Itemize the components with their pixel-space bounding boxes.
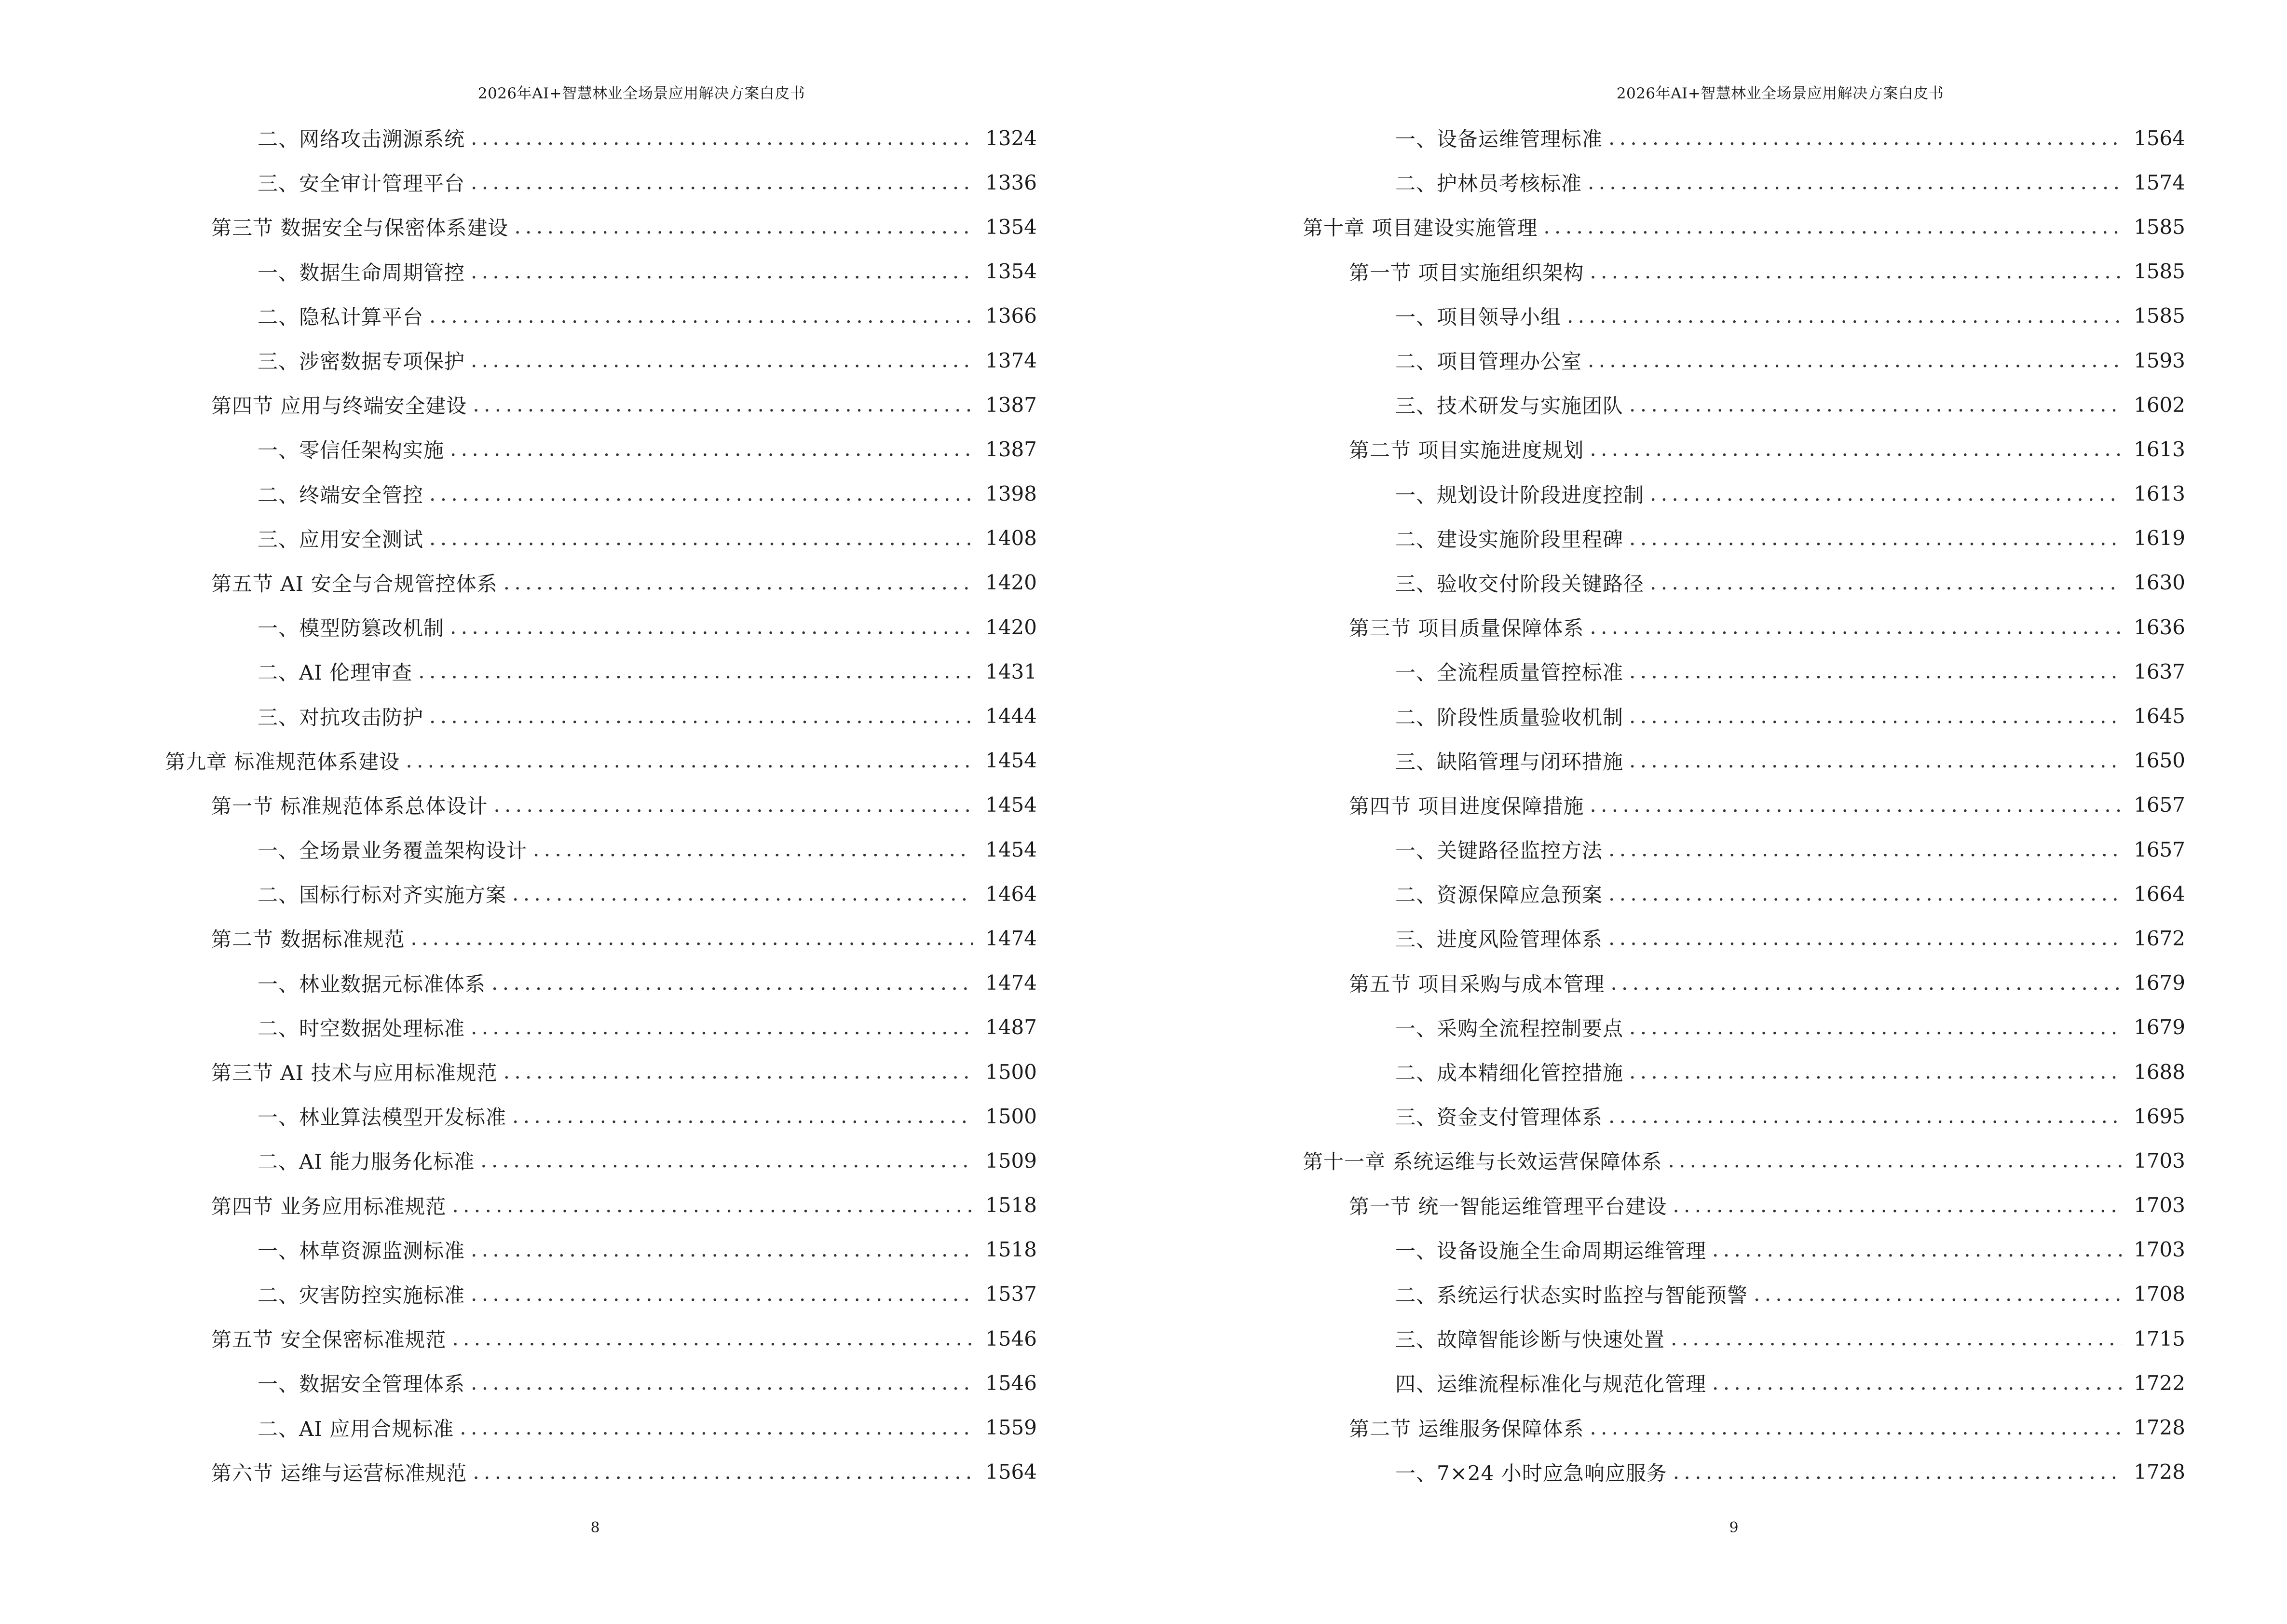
toc-entry-item[interactable] bbox=[0, 961, 1042, 1005]
toc-entry-item[interactable] bbox=[1144, 560, 2185, 605]
toc-entry-title: 二、护林员考核标准 bbox=[1395, 172, 1582, 196]
dot-leader bbox=[514, 217, 973, 237]
toc-entry-title: 第三节 AI 技术与应用标准规范 bbox=[211, 1061, 498, 1085]
toc-entry-page-number: 1336 bbox=[985, 170, 1037, 194]
toc-entry-title: 第三节 数据安全与保密体系建设 bbox=[211, 216, 509, 240]
dot-leader bbox=[1610, 973, 2122, 993]
toc-entry-page-number: 1619 bbox=[2134, 526, 2185, 550]
toc-entry-section[interactable] bbox=[0, 382, 1042, 427]
dot-leader bbox=[1590, 795, 2122, 815]
toc-entry-item[interactable] bbox=[1144, 1228, 2185, 1272]
dot-leader bbox=[512, 884, 973, 904]
toc-entry-page-number: 1398 bbox=[985, 482, 1037, 506]
dot-leader bbox=[1712, 1373, 2122, 1393]
dot-leader bbox=[452, 1328, 973, 1349]
dot-leader bbox=[473, 395, 973, 415]
toc-entry-section[interactable] bbox=[0, 1183, 1042, 1228]
toc-entry-page-number: 1420 bbox=[985, 615, 1037, 639]
toc-entry-section[interactable] bbox=[0, 1316, 1042, 1361]
toc-entry-title: 一、林草资源监测标准 bbox=[258, 1239, 465, 1263]
toc-entry-section[interactable] bbox=[1144, 427, 2185, 471]
toc-entry-page-number: 1444 bbox=[985, 704, 1037, 728]
toc-entry-page-number: 1637 bbox=[2134, 659, 2185, 683]
toc-entry-item[interactable] bbox=[1144, 1050, 2185, 1094]
toc-entry-section[interactable] bbox=[1144, 1183, 2185, 1228]
toc-entry-page-number: 1703 bbox=[2134, 1148, 2185, 1173]
toc-entry-item[interactable] bbox=[0, 516, 1042, 560]
dot-leader bbox=[1590, 439, 2122, 459]
toc-entry-item[interactable] bbox=[1144, 160, 2185, 205]
toc-entry-item[interactable] bbox=[0, 427, 1042, 471]
toc-entry-page-number: 1564 bbox=[985, 1460, 1037, 1484]
toc-entry-title: 二、隐私计算平台 bbox=[258, 305, 424, 329]
toc-entry-item[interactable] bbox=[0, 472, 1042, 516]
dot-leader bbox=[1590, 617, 2122, 637]
page-number: 8 bbox=[590, 1519, 600, 1536]
table-of-contents bbox=[1144, 116, 2185, 1494]
toc-entry-title: 第四节 应用与终端安全建设 bbox=[211, 394, 467, 418]
dot-leader bbox=[1673, 1195, 2122, 1215]
toc-entry-page-number: 1679 bbox=[2134, 971, 2185, 995]
toc-entry-page-number: 1464 bbox=[985, 882, 1037, 906]
toc-entry-page-number: 1366 bbox=[985, 304, 1037, 328]
dot-leader bbox=[1608, 1106, 2122, 1126]
dot-leader bbox=[1590, 1418, 2122, 1438]
page-number: 9 bbox=[1729, 1519, 1739, 1536]
toc-entry-page-number: 1672 bbox=[2134, 926, 2185, 950]
toc-entry-item[interactable] bbox=[1144, 694, 2185, 738]
toc-entry-title: 第一节 项目实施组织架构 bbox=[1349, 260, 1584, 285]
toc-entry-page-number: 1715 bbox=[2134, 1326, 2185, 1351]
dot-leader bbox=[471, 261, 973, 282]
toc-entry-title: 第二节 数据标准规范 bbox=[211, 928, 405, 952]
toc-entry-item[interactable] bbox=[1144, 827, 2185, 872]
toc-entry-page-number: 1650 bbox=[2134, 749, 2185, 773]
dot-leader bbox=[1673, 1462, 2122, 1482]
toc-entry-title: 一、全场景业务覆盖架构设计 bbox=[258, 839, 528, 863]
toc-entry-page-number: 1454 bbox=[985, 837, 1037, 861]
dot-leader bbox=[1629, 661, 2122, 682]
toc-entry-page-number: 1518 bbox=[985, 1193, 1037, 1217]
toc-entry-item[interactable] bbox=[0, 605, 1042, 649]
toc-entry-page-number: 1500 bbox=[985, 1060, 1037, 1084]
toc-entry-page-number: 1688 bbox=[2134, 1060, 2185, 1084]
toc-entry-item[interactable] bbox=[1144, 1005, 2185, 1050]
toc-entry-page-number: 1387 bbox=[985, 393, 1037, 417]
toc-entry-title: 二、项目管理办公室 bbox=[1395, 350, 1582, 374]
toc-entry-title: 三、涉密数据专项保护 bbox=[258, 350, 465, 374]
toc-entry-item[interactable] bbox=[0, 160, 1042, 205]
toc-entry-title: 第十章 项目建设实施管理 bbox=[1303, 216, 1538, 240]
toc-entry-title: 第三节 项目质量保障体系 bbox=[1349, 616, 1584, 641]
toc-entry-page-number: 1593 bbox=[2134, 348, 2185, 372]
toc-entry-item[interactable] bbox=[0, 872, 1042, 916]
toc-entry-item[interactable] bbox=[1144, 649, 2185, 694]
toc-entry-item[interactable] bbox=[1144, 872, 2185, 916]
dot-leader bbox=[473, 1462, 973, 1482]
toc-entry-title: 一、数据安全管理体系 bbox=[258, 1372, 465, 1396]
dot-leader bbox=[450, 439, 973, 459]
dot-leader bbox=[471, 1373, 973, 1393]
toc-entry-page-number: 1657 bbox=[2134, 793, 2185, 817]
toc-entry-item[interactable] bbox=[0, 116, 1042, 160]
toc-entry-title: 第一节 标准规范体系总体设计 bbox=[211, 794, 488, 818]
toc-entry-title: 一、林业算法模型开发标准 bbox=[258, 1105, 507, 1130]
toc-entry-page-number: 1354 bbox=[985, 215, 1037, 239]
toc-entry-chapter[interactable] bbox=[0, 738, 1042, 783]
toc-entry-page-number: 1374 bbox=[985, 348, 1037, 372]
toc-entry-title: 二、网络攻击溯源系统 bbox=[258, 127, 465, 151]
toc-entry-item[interactable] bbox=[1144, 916, 2185, 960]
toc-entry-title: 第四节 项目进度保障措施 bbox=[1349, 794, 1584, 818]
dot-leader bbox=[1629, 706, 2122, 726]
toc-entry-page-number: 1703 bbox=[2134, 1193, 2185, 1217]
toc-entry-page-number: 1387 bbox=[985, 437, 1037, 461]
toc-entry-page-number: 1537 bbox=[985, 1282, 1037, 1306]
toc-entry-title: 二、AI 应用合规标准 bbox=[258, 1417, 454, 1441]
dot-leader bbox=[1712, 1240, 2122, 1260]
dot-leader bbox=[471, 1017, 973, 1037]
toc-entry-title: 第二节 项目实施进度规划 bbox=[1349, 438, 1584, 463]
right-page bbox=[1144, 0, 2287, 1624]
toc-entry-item[interactable] bbox=[1144, 1450, 2185, 1494]
toc-entry-title: 第九章 标准规范体系建设 bbox=[165, 750, 400, 774]
toc-entry-section[interactable] bbox=[1144, 605, 2185, 649]
toc-entry-title: 第五节 安全保密标准规范 bbox=[211, 1328, 447, 1352]
toc-entry-title: 第四节 业务应用标准规范 bbox=[211, 1194, 447, 1218]
toc-entry-title: 三、资金支付管理体系 bbox=[1395, 1105, 1603, 1130]
toc-entry-title: 二、系统运行状态实时监控与智能预警 bbox=[1395, 1283, 1748, 1307]
toc-entry-title: 二、资源保障应急预案 bbox=[1395, 883, 1603, 907]
toc-entry-item[interactable] bbox=[0, 1405, 1042, 1449]
toc-entry-title: 三、进度风险管理体系 bbox=[1395, 928, 1603, 952]
toc-entry-page-number: 1585 bbox=[2134, 259, 2185, 284]
toc-entry-section[interactable] bbox=[1144, 783, 2185, 827]
toc-entry-page-number: 1645 bbox=[2134, 704, 2185, 728]
dot-leader bbox=[1629, 528, 2122, 548]
toc-entry-title: 一、关键路径监控方法 bbox=[1395, 839, 1603, 863]
toc-entry-page-number: 1585 bbox=[2134, 304, 2185, 328]
toc-entry-item[interactable] bbox=[0, 338, 1042, 382]
toc-entry-item[interactable] bbox=[0, 294, 1042, 338]
dot-leader bbox=[1650, 484, 2122, 504]
toc-entry-title: 一、数据生命周期管控 bbox=[258, 260, 465, 285]
dot-leader bbox=[1629, 395, 2122, 415]
dot-leader bbox=[1608, 928, 2122, 948]
toc-entry-section[interactable] bbox=[1144, 961, 2185, 1005]
dot-leader bbox=[1754, 1284, 2122, 1304]
toc-entry-page-number: 1564 bbox=[2134, 126, 2185, 150]
dot-leader bbox=[1650, 573, 2122, 593]
toc-entry-title: 三、故障智能诊断与快速处置 bbox=[1395, 1328, 1665, 1352]
dot-leader bbox=[533, 839, 973, 860]
toc-entry-item[interactable] bbox=[1144, 116, 2185, 160]
toc-entry-item[interactable] bbox=[1144, 382, 2185, 427]
toc-entry-item[interactable] bbox=[1144, 294, 2185, 338]
toc-entry-title: 第五节 AI 安全与合规管控体系 bbox=[211, 572, 498, 596]
toc-entry-title: 一、设备设施全生命周期运维管理 bbox=[1395, 1239, 1707, 1263]
toc-entry-page-number: 1679 bbox=[2134, 1015, 2185, 1039]
toc-entry-page-number: 1408 bbox=[985, 526, 1037, 550]
dot-leader bbox=[1629, 751, 2122, 771]
dot-leader bbox=[1608, 839, 2122, 860]
dot-leader bbox=[410, 928, 973, 948]
toc-entry-item[interactable] bbox=[0, 1272, 1042, 1316]
toc-entry-section[interactable] bbox=[1144, 249, 2185, 294]
toc-entry-page-number: 1420 bbox=[985, 571, 1037, 595]
dot-leader bbox=[1588, 350, 2122, 370]
dot-leader bbox=[504, 573, 973, 593]
toc-entry-page-number: 1354 bbox=[985, 259, 1037, 284]
toc-entry-title: 二、建设实施阶段里程碑 bbox=[1395, 527, 1624, 551]
toc-entry-item[interactable] bbox=[0, 1138, 1042, 1183]
toc-entry-section[interactable] bbox=[1144, 1405, 2185, 1449]
dot-leader bbox=[480, 1150, 973, 1171]
toc-entry-page-number: 1703 bbox=[2134, 1238, 2185, 1262]
running-header: 2026年AI+智慧林业全场景应用解决方案白皮书 bbox=[1616, 85, 1944, 102]
toc-entry-item[interactable] bbox=[0, 1228, 1042, 1272]
toc-entry-title: 四、运维流程标准化与规范化管理 bbox=[1395, 1372, 1707, 1396]
toc-entry-item[interactable] bbox=[1144, 1094, 2185, 1138]
toc-entry-title: 三、验收交付阶段关键路径 bbox=[1395, 572, 1645, 596]
toc-entry-page-number: 1613 bbox=[2134, 437, 2185, 461]
toc-entry-title: 三、技术研发与实施团队 bbox=[1395, 394, 1624, 418]
toc-entry-chapter[interactable] bbox=[1144, 1138, 2185, 1183]
toc-entry-section[interactable] bbox=[0, 205, 1042, 249]
dot-leader bbox=[1590, 261, 2122, 282]
toc-entry-title: 第一节 统一智能运维管理平台建设 bbox=[1349, 1194, 1667, 1218]
toc-entry-title: 三、应用安全测试 bbox=[258, 527, 424, 551]
dot-leader bbox=[406, 751, 973, 771]
toc-entry-title: 一、项目领导小组 bbox=[1395, 305, 1562, 329]
toc-entry-page-number: 1546 bbox=[985, 1371, 1037, 1395]
dot-leader bbox=[512, 1106, 973, 1126]
toc-entry-page-number: 1728 bbox=[2134, 1416, 2185, 1440]
toc-entry-page-number: 1585 bbox=[2134, 215, 2185, 239]
dot-leader bbox=[1543, 217, 2122, 237]
toc-entry-page-number: 1636 bbox=[2134, 615, 2185, 639]
toc-entry-section[interactable] bbox=[0, 1450, 1042, 1494]
toc-entry-page-number: 1509 bbox=[985, 1148, 1037, 1173]
toc-entry-item[interactable] bbox=[1144, 1316, 2185, 1361]
dot-leader bbox=[471, 1240, 973, 1260]
toc-entry-page-number: 1474 bbox=[985, 926, 1037, 950]
toc-entry-page-number: 1487 bbox=[985, 1015, 1037, 1039]
dot-leader bbox=[471, 128, 973, 148]
toc-entry-title: 三、安全审计管理平台 bbox=[258, 172, 465, 196]
running-header: 2026年AI+智慧林业全场景应用解决方案白皮书 bbox=[477, 85, 805, 102]
table-of-contents bbox=[0, 116, 1042, 1494]
toc-entry-item[interactable] bbox=[1144, 1361, 2185, 1405]
toc-entry-title: 二、AI 伦理审查 bbox=[258, 661, 413, 685]
dot-leader bbox=[429, 306, 973, 326]
toc-entry-title: 一、零信任架构实施 bbox=[258, 438, 445, 463]
toc-entry-title: 二、灾害防控实施标准 bbox=[258, 1283, 465, 1307]
toc-entry-title: 一、林业数据元标准体系 bbox=[258, 972, 486, 996]
dot-leader bbox=[450, 617, 973, 637]
toc-entry-page-number: 1559 bbox=[985, 1416, 1037, 1440]
toc-entry-section[interactable] bbox=[0, 783, 1042, 827]
toc-entry-page-number: 1518 bbox=[985, 1238, 1037, 1262]
toc-entry-item[interactable] bbox=[0, 827, 1042, 872]
toc-entry-title: 一、规划设计阶段进度控制 bbox=[1395, 483, 1645, 507]
toc-entry-title: 第二节 运维服务保障体系 bbox=[1349, 1417, 1584, 1441]
dot-leader bbox=[471, 1284, 973, 1304]
toc-entry-title: 二、时空数据处理标准 bbox=[258, 1016, 465, 1040]
dot-leader bbox=[1567, 306, 2122, 326]
toc-entry-title: 三、缺陷管理与闭环措施 bbox=[1395, 750, 1624, 774]
toc-entry-section[interactable] bbox=[0, 916, 1042, 960]
toc-entry-title: 二、终端安全管控 bbox=[258, 483, 424, 507]
toc-entry-title: 第五节 项目采购与成本管理 bbox=[1349, 972, 1605, 996]
toc-entry-page-number: 1657 bbox=[2134, 837, 2185, 861]
toc-entry-title: 二、阶段性质量验收机制 bbox=[1395, 705, 1624, 729]
toc-entry-page-number: 1708 bbox=[2134, 1282, 2185, 1306]
toc-entry-title: 二、AI 能力服务化标准 bbox=[258, 1150, 475, 1174]
toc-entry-title: 第六节 运维与运营标准规范 bbox=[211, 1461, 467, 1485]
dot-leader bbox=[429, 528, 973, 548]
toc-entry-title: 一、全流程质量管控标准 bbox=[1395, 661, 1624, 685]
dot-leader bbox=[493, 795, 973, 815]
toc-entry-item[interactable] bbox=[0, 1361, 1042, 1405]
toc-entry-title: 一、设备运维管理标准 bbox=[1395, 127, 1603, 151]
dot-leader bbox=[471, 172, 973, 192]
dot-leader bbox=[1608, 128, 2122, 148]
toc-entry-item[interactable] bbox=[1144, 338, 2185, 382]
toc-entry-item[interactable] bbox=[1144, 472, 2185, 516]
toc-entry-page-number: 1574 bbox=[2134, 170, 2185, 194]
dot-leader bbox=[1668, 1150, 2122, 1171]
dot-leader bbox=[1629, 1062, 2122, 1082]
dot-leader bbox=[491, 973, 973, 993]
toc-entry-title: 一、采购全流程控制要点 bbox=[1395, 1016, 1624, 1040]
toc-entry-page-number: 1454 bbox=[985, 793, 1037, 817]
dot-leader bbox=[429, 484, 973, 504]
dot-leader bbox=[504, 1062, 973, 1082]
toc-entry-item[interactable] bbox=[0, 1094, 1042, 1138]
dot-leader bbox=[1588, 172, 2122, 192]
toc-entry-page-number: 1602 bbox=[2134, 393, 2185, 417]
toc-entry-title: 三、对抗攻击防护 bbox=[258, 705, 424, 729]
toc-entry-item[interactable] bbox=[1144, 1272, 2185, 1316]
toc-entry-item[interactable] bbox=[1144, 516, 2185, 560]
toc-entry-title: 二、国标行标对齐实施方案 bbox=[258, 883, 507, 907]
toc-entry-title: 二、成本精细化管控措施 bbox=[1395, 1061, 1624, 1085]
toc-entry-item[interactable] bbox=[0, 694, 1042, 738]
toc-entry-page-number: 1431 bbox=[985, 659, 1037, 683]
toc-entry-page-number: 1695 bbox=[2134, 1104, 2185, 1128]
toc-entry-page-number: 1722 bbox=[2134, 1371, 2185, 1395]
dot-leader bbox=[460, 1418, 973, 1438]
toc-entry-item[interactable] bbox=[0, 249, 1042, 294]
toc-entry-item[interactable] bbox=[0, 649, 1042, 694]
toc-entry-page-number: 1630 bbox=[2134, 571, 2185, 595]
dot-leader bbox=[1671, 1328, 2122, 1349]
toc-entry-title: 一、模型防篡改机制 bbox=[258, 616, 445, 641]
toc-entry-chapter[interactable] bbox=[1144, 205, 2185, 249]
toc-entry-section[interactable] bbox=[0, 1050, 1042, 1094]
dot-leader bbox=[471, 350, 973, 370]
toc-entry-section[interactable] bbox=[0, 560, 1042, 605]
toc-entry-item[interactable] bbox=[1144, 738, 2185, 783]
dot-leader bbox=[418, 661, 973, 682]
toc-entry-page-number: 1728 bbox=[2134, 1460, 2185, 1484]
toc-entry-page-number: 1664 bbox=[2134, 882, 2185, 906]
toc-entry-item[interactable] bbox=[0, 1005, 1042, 1050]
dot-leader bbox=[1608, 884, 2122, 904]
toc-entry-title: 一、7×24 小时应急响应服务 bbox=[1395, 1461, 1667, 1485]
toc-entry-page-number: 1546 bbox=[985, 1326, 1037, 1351]
toc-entry-page-number: 1474 bbox=[985, 971, 1037, 995]
toc-entry-page-number: 1500 bbox=[985, 1104, 1037, 1128]
dot-leader bbox=[1629, 1017, 2122, 1037]
dot-leader bbox=[429, 706, 973, 726]
toc-entry-page-number: 1324 bbox=[985, 126, 1037, 150]
toc-entry-title: 第十一章 系统运维与长效运营保障体系 bbox=[1303, 1150, 1662, 1174]
toc-entry-page-number: 1454 bbox=[985, 749, 1037, 773]
toc-entry-page-number: 1613 bbox=[2134, 482, 2185, 506]
dot-leader bbox=[452, 1195, 973, 1215]
